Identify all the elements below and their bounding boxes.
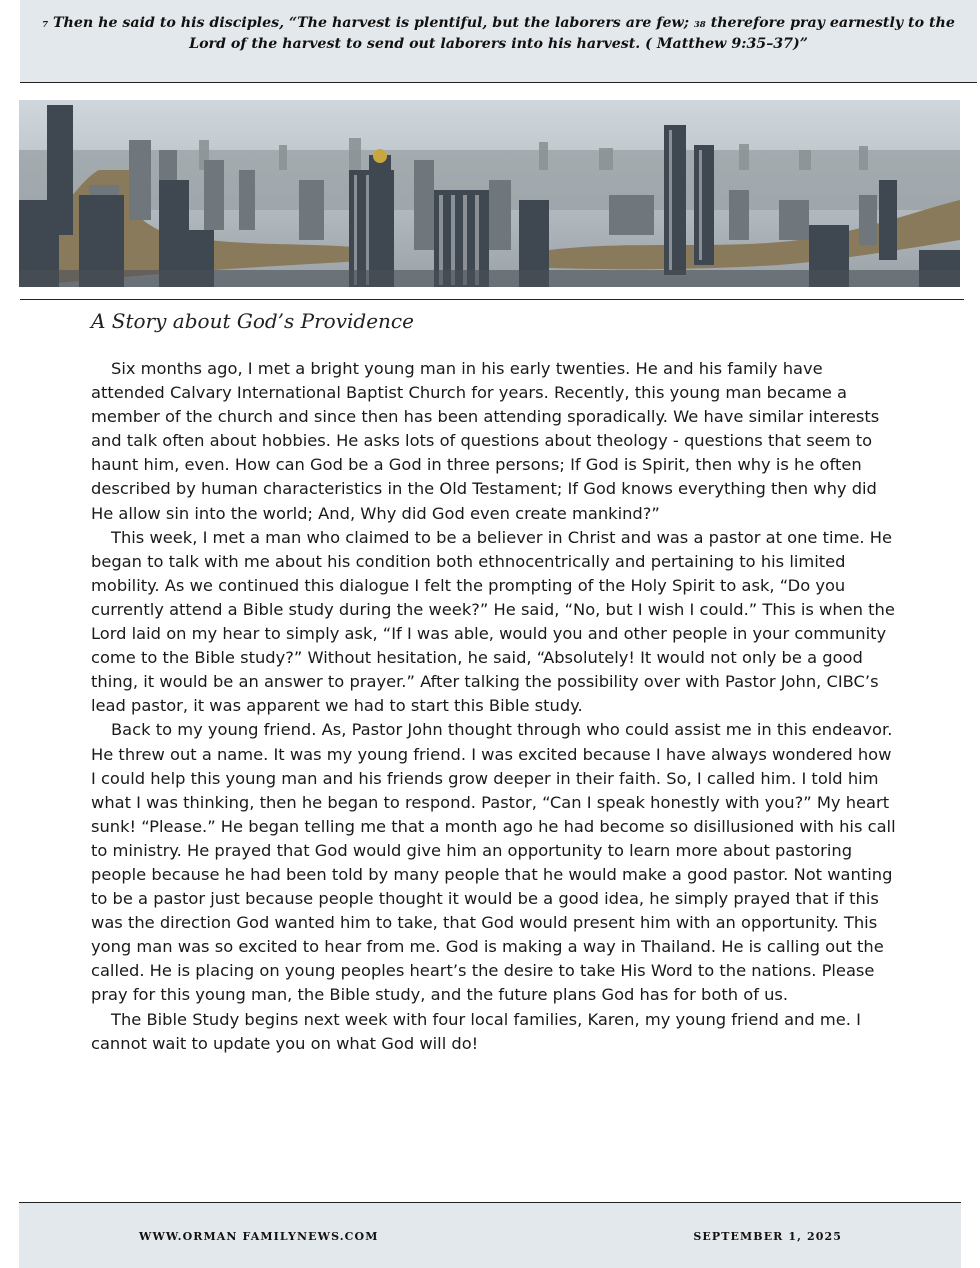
skyline-illustration (19, 100, 960, 287)
article-paragraph-3: Back to my young friend. As, Pastor John thought through who could assist me in this endeavor. He threw out a name. It was my young friend. I was excited because I have always wondered how I could help this young man and his friends grow deeper in their faith. So, I called him. I told him what I was thinking, then he began to respond. Pastor, “Can I speak honestly with you?” My heart sunk! “Please.” He began telling me that a month ago he had become so disillusioned with his call to ministry. He prayed that God would give him an opportunity to learn more about pastoring people because he had been told by many people that he would make a good pastor. Not wanting to be a pastor just because people thought it would be a good idea, he simply prayed that if this was the direction God wanted him to take, that God would present him with an opportunity. This yong man was so excited to hear from me. God is making a way in Thailand. He is calling out the called. He is placing on young peoples heart’s the desire to take His Word to the nations. Please pray for this young man, the Bible study, and the future plans God has for both of us. (91, 720, 896, 1005)
city-skyline-photo (19, 100, 960, 287)
verse-text-37: Then he said to his disciples, “The harvest is plentiful, but the laborers are few; (52, 15, 689, 31)
verse-number-7: 7 (42, 20, 49, 30)
article-paragraph-1: Six months ago, I met a bright young man in his early twenties. He and his family have attended Calvary International Baptist Church for years. Recently, this young man became a member of the church and since then has been attending sporadically. We have similar interests and talk often about hobbies. He asks lots of questions about theology - questions that seem to haunt him, even. How can God be a God in three persons; If God is Spirit, then why is he often described by human characteristics in the Old Testament; If God knows everything then why did He allow sin into the world; And, Why did God even create mankind?” (91, 359, 880, 523)
scripture-quote (28, 14, 969, 54)
footer-website: WWW.ORMAN FAMILYNEWS.COM (139, 1230, 379, 1243)
article-paragraph-2: This week, I met a man who claimed to be a believer in Christ and was a pastor at one time. He began to talk with me about his condition both ethnocentrically and pertaining to his limited mobility. As we continued this dialogue I felt the prompting of the Holy Spirit to ask, “Do you currently attend a Bible study during the week?” He said, “No, but I wish I could.” This is when the Lord laid on my hear to simply ask, “If I was able, would you and other people in your community come to the Bible study?” Without hesitation, he said, “Absolutely! It would not only be a good thing, it would be an answer to prayer.” After talking the possibility over with Pastor John, CIBC’s lead pastor, it was apparent we had to start this Bible study. (91, 527, 895, 716)
article-title: A Story about God’s Providence (91, 309, 414, 333)
section-divider (20, 299, 964, 300)
scripture-banner (20, 0, 977, 83)
article-body (91, 357, 901, 1056)
foreground-roofs (19, 270, 960, 287)
page-footer (19, 1202, 961, 1268)
verse-number-38: 38 (693, 20, 706, 30)
footer-date: SEPTEMBER 1, 2025 (693, 1230, 842, 1243)
verse-text-38: therefore pray earnestly to the Lord of the harvest to send out laborers into his harvest. ( Matthew 9:35–37)” (189, 15, 955, 52)
article-paragraph-4: The Bible Study begins next week with four local families, Karen, my young friend and me. I cannot wait to update you on what God will do! (91, 1009, 861, 1053)
golden-dome (373, 149, 387, 163)
